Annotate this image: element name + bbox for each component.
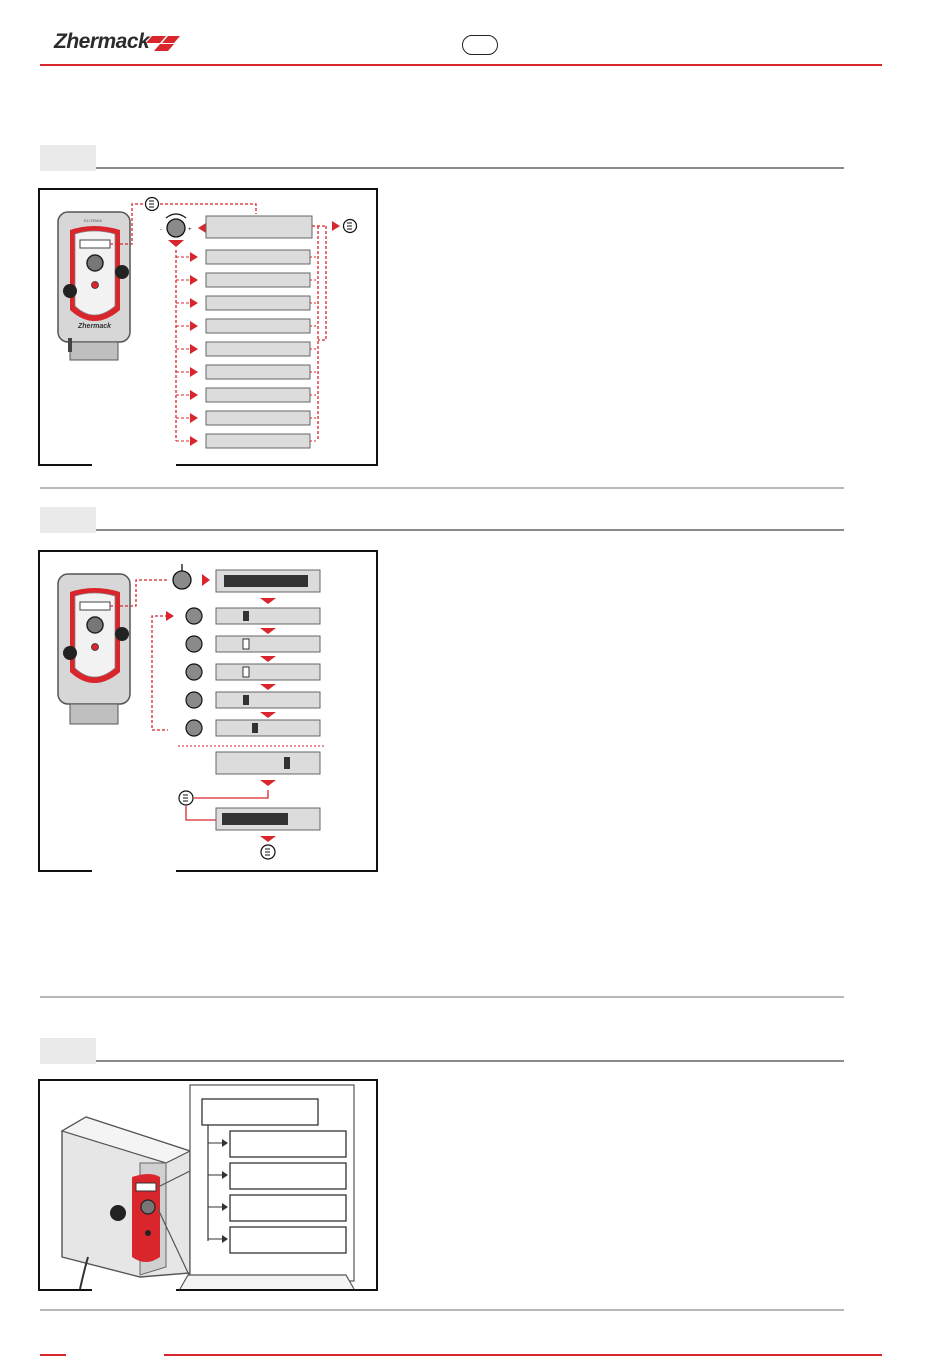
menu-rows — [176, 250, 318, 448]
section-divider — [40, 487, 844, 489]
section-2-line — [96, 529, 844, 531]
menu-icon — [344, 220, 357, 233]
callout-marker — [115, 265, 129, 279]
menu-icon — [261, 845, 275, 859]
footer-rule-right — [164, 1354, 882, 1356]
figure-caption-gap — [92, 1288, 176, 1292]
rotary-knob-icon — [160, 214, 192, 237]
menu-icon — [146, 198, 159, 211]
device-connections-figure — [38, 1079, 378, 1291]
section-divider — [40, 996, 844, 998]
menu-list-figure — [38, 188, 378, 466]
figure-caption-gap — [92, 869, 176, 873]
callout-marker — [115, 627, 129, 641]
callout-marker — [110, 1205, 126, 1221]
push-knob-icon — [173, 564, 191, 589]
set-code-diagram — [40, 552, 376, 870]
section-1-tab — [40, 145, 96, 171]
brand-logo-text: Zhermack — [54, 30, 150, 53]
header-rule — [40, 64, 882, 66]
device-model-label: ELITEMIX — [84, 218, 103, 223]
language-badge — [462, 35, 498, 55]
section-1-line — [96, 167, 844, 169]
menu-list-diagram — [40, 190, 376, 464]
code-step — [186, 692, 320, 718]
code-step — [186, 636, 320, 662]
figure-caption-gap — [92, 463, 176, 467]
code-step — [186, 608, 320, 634]
device-perspective-illustration — [62, 1117, 190, 1289]
device-brand-label: Zhermack — [78, 323, 112, 330]
device-connections-diagram — [40, 1081, 376, 1289]
section-2-tab — [40, 507, 96, 533]
section-3-tab — [40, 1038, 96, 1064]
footer-rule-left — [40, 1354, 66, 1356]
brand-logo-icon — [146, 36, 180, 52]
code-step — [186, 664, 320, 690]
callout-marker — [63, 646, 77, 660]
svg-text:+: + — [188, 227, 192, 233]
menu-icon — [179, 791, 193, 805]
section-divider — [40, 1309, 844, 1311]
section-3-line — [96, 1060, 844, 1062]
svg-text:-: - — [160, 227, 162, 233]
code-step — [186, 720, 320, 736]
callout-marker — [63, 284, 77, 298]
set-code-figure — [38, 550, 378, 872]
